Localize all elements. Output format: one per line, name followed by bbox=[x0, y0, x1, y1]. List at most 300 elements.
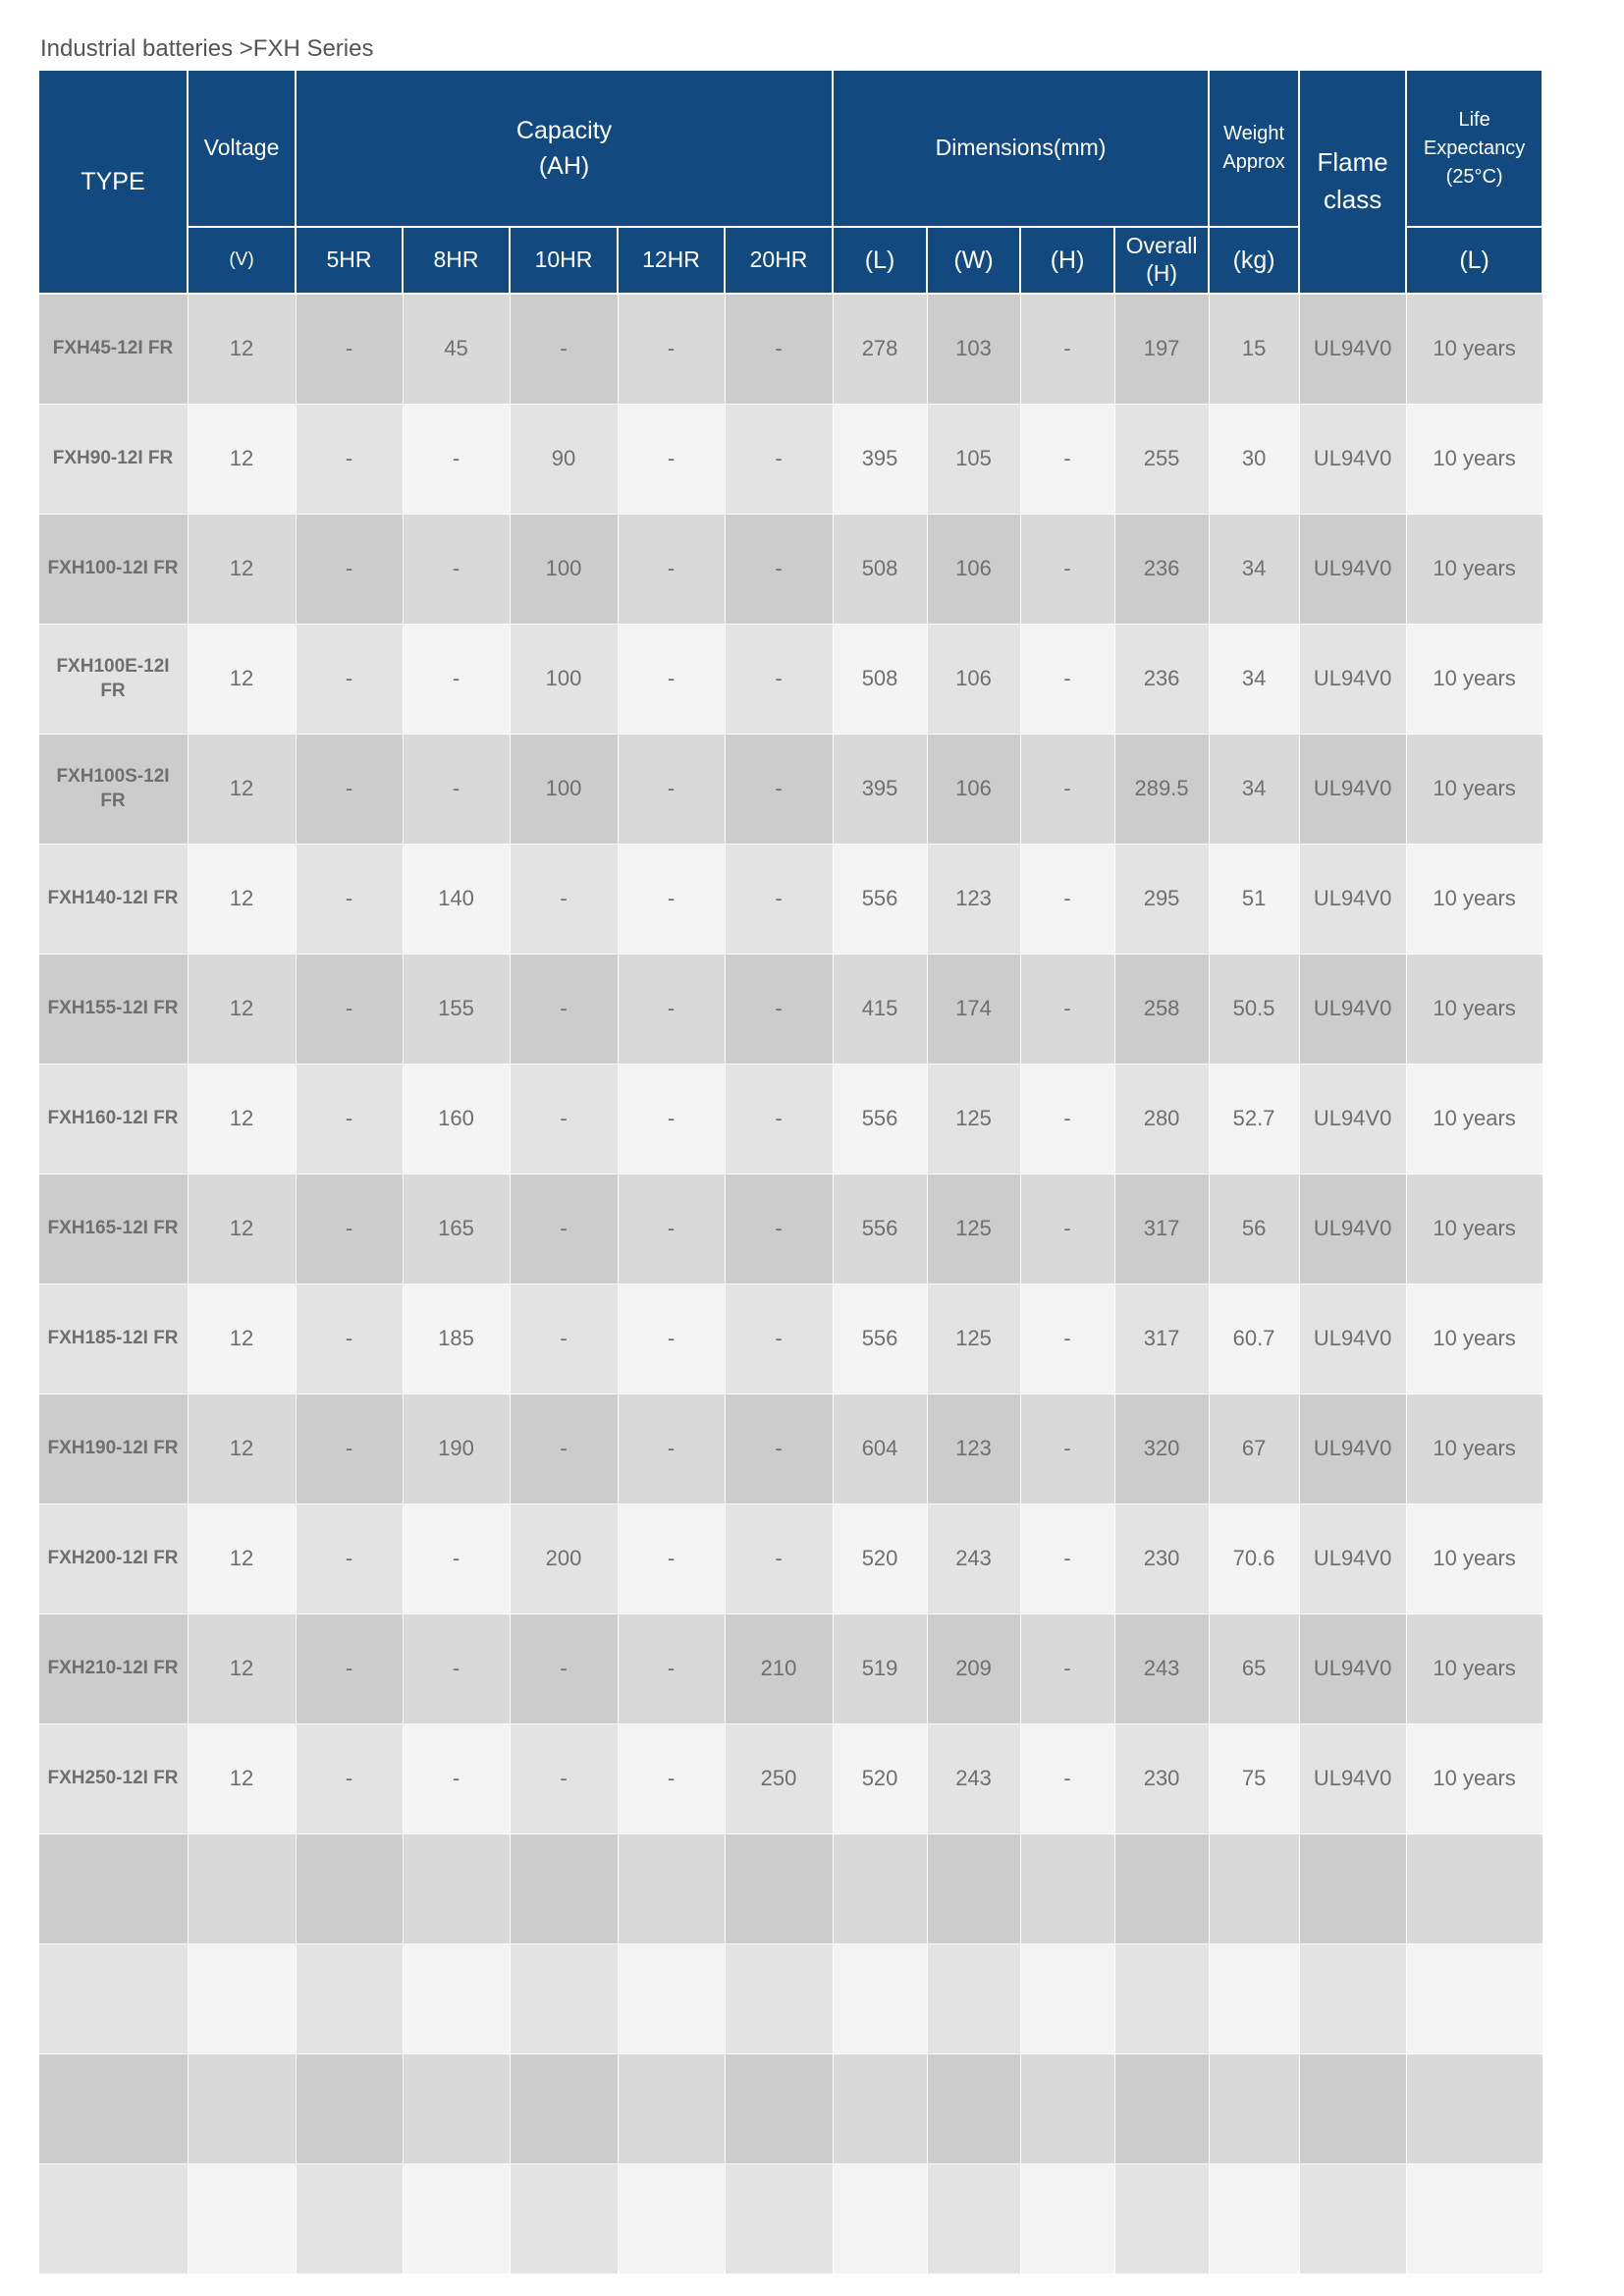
cell-weight: 56 bbox=[1209, 1175, 1299, 1285]
cell-cap-8hr: - bbox=[403, 1614, 510, 1724]
cell-cap-5hr: - bbox=[296, 1724, 403, 1834]
cell-overall-height: 289.5 bbox=[1114, 735, 1209, 845]
cell-cap-10hr: - bbox=[510, 955, 618, 1065]
cell-cap-8hr: - bbox=[403, 625, 510, 735]
cell-overall-height bbox=[1114, 1944, 1209, 2054]
cell-dim-width: 103 bbox=[927, 294, 1020, 405]
cell-cap-20hr bbox=[725, 2054, 833, 2164]
cell-dim-height: - bbox=[1020, 405, 1114, 515]
cell-cap-12hr: - bbox=[618, 1065, 725, 1175]
cell-weight: 30 bbox=[1209, 405, 1299, 515]
cell-cap-12hr bbox=[618, 1944, 725, 2054]
cell-cap-10hr bbox=[510, 2054, 618, 2164]
breadcrumb: Industrial batteries >FXH Series bbox=[40, 35, 374, 62]
cell-cap-20hr: - bbox=[725, 294, 833, 405]
cell-cap-8hr: 160 bbox=[403, 1065, 510, 1175]
cell-cap-8hr: - bbox=[403, 1724, 510, 1834]
cell-life-expectancy: 10 years bbox=[1406, 735, 1543, 845]
cell-weight: 70.6 bbox=[1209, 1504, 1299, 1614]
unit-height: (H) bbox=[1020, 227, 1114, 294]
cell-cap-5hr: - bbox=[296, 1504, 403, 1614]
cell-voltage: 12 bbox=[188, 294, 296, 405]
cell-overall-height: 317 bbox=[1114, 1285, 1209, 1394]
cell-cap-8hr: - bbox=[403, 405, 510, 515]
cell-dim-length: 520 bbox=[833, 1504, 927, 1614]
cell-flame-class: UL94V0 bbox=[1299, 625, 1406, 735]
cell-cap-12hr: - bbox=[618, 955, 725, 1065]
cell-overall-height: 197 bbox=[1114, 294, 1209, 405]
cell-dim-length bbox=[833, 2164, 927, 2274]
cell-dim-length: 556 bbox=[833, 1065, 927, 1175]
cell-dim-height: - bbox=[1020, 1065, 1114, 1175]
cell-dim-length: 508 bbox=[833, 515, 927, 625]
cell-dim-height bbox=[1020, 2054, 1114, 2164]
cell-cap-8hr bbox=[403, 2164, 510, 2274]
cell-dim-height: - bbox=[1020, 1394, 1114, 1504]
cell-cap-8hr: 155 bbox=[403, 955, 510, 1065]
cell-dim-width: 123 bbox=[927, 845, 1020, 955]
cell-flame-class: UL94V0 bbox=[1299, 1394, 1406, 1504]
table-row bbox=[38, 1614, 1543, 1724]
cell-dim-length bbox=[833, 1944, 927, 2054]
cell-dim-length bbox=[833, 2054, 927, 2164]
cell-voltage bbox=[188, 2054, 296, 2164]
battery-spec-table bbox=[37, 69, 1543, 2274]
cell-dim-height bbox=[1020, 2164, 1114, 2274]
cell-type: FXH200-12I FR bbox=[38, 1504, 188, 1614]
cell-voltage: 12 bbox=[188, 1724, 296, 1834]
unit-20hr: 20HR bbox=[725, 227, 833, 294]
cell-type: FXH45-12I FR bbox=[38, 294, 188, 405]
cell-cap-10hr: - bbox=[510, 1175, 618, 1285]
table-row bbox=[38, 2054, 1543, 2164]
cell-weight: 34 bbox=[1209, 515, 1299, 625]
cell-flame-class: UL94V0 bbox=[1299, 294, 1406, 405]
cell-cap-20hr: 250 bbox=[725, 1724, 833, 1834]
cell-cap-12hr: - bbox=[618, 1504, 725, 1614]
cell-overall-height: 230 bbox=[1114, 1724, 1209, 1834]
cell-overall-height: 255 bbox=[1114, 405, 1209, 515]
cell-overall-height: 230 bbox=[1114, 1504, 1209, 1614]
cell-cap-20hr: - bbox=[725, 1065, 833, 1175]
cell-overall-height bbox=[1114, 2054, 1209, 2164]
cell-dim-width: 243 bbox=[927, 1504, 1020, 1614]
table-row bbox=[38, 1504, 1543, 1614]
overall-unit: (H) bbox=[1146, 260, 1178, 286]
col-header-dimensions: Dimensions(mm) bbox=[833, 70, 1209, 227]
cell-voltage: 12 bbox=[188, 1504, 296, 1614]
cell-dim-height: - bbox=[1020, 1724, 1114, 1834]
table-row bbox=[38, 1834, 1543, 1944]
cell-cap-5hr: - bbox=[296, 625, 403, 735]
cell-weight: 15 bbox=[1209, 294, 1299, 405]
cell-dim-width: 106 bbox=[927, 625, 1020, 735]
cell-type: FXH165-12I FR bbox=[38, 1175, 188, 1285]
cell-cap-10hr: 200 bbox=[510, 1504, 618, 1614]
cell-cap-20hr bbox=[725, 1834, 833, 1944]
cell-cap-5hr bbox=[296, 1834, 403, 1944]
cell-cap-12hr bbox=[618, 1834, 725, 1944]
cell-overall-height: 280 bbox=[1114, 1065, 1209, 1175]
cell-type: FXH90-12I FR bbox=[38, 405, 188, 515]
cell-cap-5hr: - bbox=[296, 405, 403, 515]
cell-cap-20hr: - bbox=[725, 405, 833, 515]
cell-cap-20hr: - bbox=[725, 1394, 833, 1504]
header-row-main bbox=[38, 70, 1543, 227]
flame-subtitle: class bbox=[1323, 185, 1382, 214]
cell-life-expectancy: 10 years bbox=[1406, 625, 1543, 735]
unit-12hr: 12HR bbox=[618, 227, 725, 294]
col-header-flame-class bbox=[1299, 70, 1406, 294]
cell-dim-width bbox=[927, 2164, 1020, 2274]
cell-flame-class bbox=[1299, 1834, 1406, 1944]
cell-dim-width: 174 bbox=[927, 955, 1020, 1065]
cell-dim-height: - bbox=[1020, 845, 1114, 955]
cell-flame-class: UL94V0 bbox=[1299, 1285, 1406, 1394]
cell-cap-8hr: - bbox=[403, 1504, 510, 1614]
cell-cap-10hr: 100 bbox=[510, 625, 618, 735]
weight-title: Weight bbox=[1223, 123, 1285, 144]
flame-title: Flame bbox=[1317, 147, 1388, 178]
cell-life-expectancy: 10 years bbox=[1406, 1504, 1543, 1614]
cell-dim-length: 556 bbox=[833, 1175, 927, 1285]
cell-flame-class: UL94V0 bbox=[1299, 515, 1406, 625]
cell-overall-height: 236 bbox=[1114, 515, 1209, 625]
cell-life-expectancy: 10 years bbox=[1406, 1175, 1543, 1285]
cell-flame-class: UL94V0 bbox=[1299, 1724, 1406, 1834]
cell-voltage: 12 bbox=[188, 1614, 296, 1724]
cell-dim-height: - bbox=[1020, 955, 1114, 1065]
unit-voltage: (V) bbox=[188, 227, 296, 294]
cell-voltage: 12 bbox=[188, 955, 296, 1065]
cell-type bbox=[38, 2054, 188, 2164]
cell-cap-5hr: - bbox=[296, 735, 403, 845]
cell-cap-5hr: - bbox=[296, 845, 403, 955]
cell-cap-20hr bbox=[725, 1944, 833, 2054]
cell-cap-12hr: - bbox=[618, 1724, 725, 1834]
cell-life-expectancy bbox=[1406, 2164, 1543, 2274]
cell-weight: 34 bbox=[1209, 735, 1299, 845]
cell-overall-height: 317 bbox=[1114, 1175, 1209, 1285]
cell-flame-class: UL94V0 bbox=[1299, 1065, 1406, 1175]
table-row bbox=[38, 625, 1543, 735]
cell-dim-height: - bbox=[1020, 515, 1114, 625]
cell-dim-height bbox=[1020, 1944, 1114, 2054]
cell-type: FXH155-12I FR bbox=[38, 955, 188, 1065]
col-header-life-expectancy bbox=[1406, 70, 1543, 227]
cell-flame-class: UL94V0 bbox=[1299, 1504, 1406, 1614]
cell-cap-5hr: - bbox=[296, 515, 403, 625]
cell-cap-10hr bbox=[510, 1944, 618, 2054]
cell-voltage: 12 bbox=[188, 1065, 296, 1175]
cell-dim-length: 604 bbox=[833, 1394, 927, 1504]
cell-dim-width: 243 bbox=[927, 1724, 1020, 1834]
cell-dim-length: 556 bbox=[833, 1285, 927, 1394]
cell-cap-5hr: - bbox=[296, 955, 403, 1065]
cell-cap-20hr: - bbox=[725, 735, 833, 845]
cell-cap-20hr: - bbox=[725, 625, 833, 735]
cell-type: FXH190-12I FR bbox=[38, 1394, 188, 1504]
overall-title: Overall bbox=[1125, 233, 1198, 259]
cell-type bbox=[38, 1944, 188, 2054]
capacity-unit: (AH) bbox=[538, 152, 590, 180]
cell-life-expectancy: 10 years bbox=[1406, 1724, 1543, 1834]
cell-life-expectancy: 10 years bbox=[1406, 515, 1543, 625]
cell-type bbox=[38, 2164, 188, 2274]
cell-life-expectancy: 10 years bbox=[1406, 955, 1543, 1065]
weight-subtitle: Approx bbox=[1222, 151, 1285, 173]
unit-width: (W) bbox=[927, 227, 1020, 294]
cell-cap-8hr: 190 bbox=[403, 1394, 510, 1504]
cell-cap-12hr: - bbox=[618, 735, 725, 845]
cell-cap-12hr: - bbox=[618, 1285, 725, 1394]
cell-type: FXH185-12I FR bbox=[38, 1285, 188, 1394]
cell-dim-height: - bbox=[1020, 1504, 1114, 1614]
life-subtitle: Expectancy bbox=[1423, 137, 1526, 159]
cell-cap-12hr: - bbox=[618, 625, 725, 735]
table-row bbox=[38, 955, 1543, 1065]
cell-flame-class bbox=[1299, 1944, 1406, 2054]
table-row bbox=[38, 845, 1543, 955]
cell-voltage: 12 bbox=[188, 405, 296, 515]
cell-dim-length: 278 bbox=[833, 294, 927, 405]
cell-flame-class bbox=[1299, 2164, 1406, 2274]
cell-cap-10hr: 100 bbox=[510, 515, 618, 625]
cell-voltage: 12 bbox=[188, 515, 296, 625]
cell-cap-5hr: - bbox=[296, 1285, 403, 1394]
cell-flame-class: UL94V0 bbox=[1299, 1175, 1406, 1285]
cell-weight: 52.7 bbox=[1209, 1065, 1299, 1175]
unit-5hr: 5HR bbox=[296, 227, 403, 294]
cell-overall-height: 320 bbox=[1114, 1394, 1209, 1504]
cell-cap-12hr: - bbox=[618, 1614, 725, 1724]
cell-dim-height: - bbox=[1020, 1285, 1114, 1394]
cell-type: FXH250-12I FR bbox=[38, 1724, 188, 1834]
table-row bbox=[38, 1175, 1543, 1285]
cell-cap-10hr: 100 bbox=[510, 735, 618, 845]
cell-weight: 65 bbox=[1209, 1614, 1299, 1724]
cell-cap-10hr: - bbox=[510, 1285, 618, 1394]
cell-weight: 67 bbox=[1209, 1394, 1299, 1504]
cell-cap-5hr: - bbox=[296, 1175, 403, 1285]
cell-cap-5hr bbox=[296, 1944, 403, 2054]
table-row bbox=[38, 1065, 1543, 1175]
cell-flame-class: UL94V0 bbox=[1299, 735, 1406, 845]
cell-life-expectancy: 10 years bbox=[1406, 1614, 1543, 1724]
cell-dim-width: 123 bbox=[927, 1394, 1020, 1504]
cell-flame-class: UL94V0 bbox=[1299, 405, 1406, 515]
cell-weight: 34 bbox=[1209, 625, 1299, 735]
cell-overall-height: 295 bbox=[1114, 845, 1209, 955]
cell-cap-12hr: - bbox=[618, 405, 725, 515]
cell-type: FXH100E-12I FR bbox=[38, 625, 188, 735]
life-temperature: (25°C) bbox=[1445, 165, 1503, 188]
cell-weight bbox=[1209, 1834, 1299, 1944]
cell-type: FXH100-12I FR bbox=[38, 515, 188, 625]
table-row bbox=[38, 405, 1543, 515]
cell-voltage: 12 bbox=[188, 1394, 296, 1504]
cell-cap-12hr bbox=[618, 2054, 725, 2164]
cell-cap-12hr bbox=[618, 2164, 725, 2274]
cell-cap-10hr: 90 bbox=[510, 405, 618, 515]
cell-dim-height: - bbox=[1020, 1175, 1114, 1285]
cell-life-expectancy: 10 years bbox=[1406, 1394, 1543, 1504]
cell-cap-10hr: - bbox=[510, 1724, 618, 1834]
cell-cap-8hr: 185 bbox=[403, 1285, 510, 1394]
cell-dim-width: 106 bbox=[927, 735, 1020, 845]
cell-dim-length: 508 bbox=[833, 625, 927, 735]
cell-life-expectancy: 10 years bbox=[1406, 845, 1543, 955]
cell-dim-height bbox=[1020, 1834, 1114, 1944]
cell-weight: 75 bbox=[1209, 1724, 1299, 1834]
table-body bbox=[38, 294, 1543, 2274]
cell-overall-height bbox=[1114, 2164, 1209, 2274]
table-row bbox=[38, 735, 1543, 845]
cell-cap-10hr: - bbox=[510, 1065, 618, 1175]
unit-overall-height bbox=[1114, 227, 1209, 294]
cell-weight: 60.7 bbox=[1209, 1285, 1299, 1394]
cell-flame-class bbox=[1299, 2054, 1406, 2164]
cell-cap-12hr: - bbox=[618, 294, 725, 405]
cell-life-expectancy: 10 years bbox=[1406, 1065, 1543, 1175]
cell-flame-class: UL94V0 bbox=[1299, 955, 1406, 1065]
cell-dim-height: - bbox=[1020, 294, 1114, 405]
cell-cap-5hr: - bbox=[296, 1394, 403, 1504]
col-header-capacity bbox=[296, 70, 833, 227]
cell-cap-5hr: - bbox=[296, 1614, 403, 1724]
cell-cap-8hr: - bbox=[403, 735, 510, 845]
cell-type: FXH140-12I FR bbox=[38, 845, 188, 955]
cell-cap-8hr bbox=[403, 2054, 510, 2164]
col-header-weight bbox=[1209, 70, 1299, 227]
table-row bbox=[38, 2164, 1543, 2274]
cell-life-expectancy bbox=[1406, 2054, 1543, 2164]
cell-life-expectancy bbox=[1406, 1944, 1543, 2054]
cell-dim-length: 395 bbox=[833, 405, 927, 515]
cell-cap-20hr bbox=[725, 2164, 833, 2274]
unit-life: (L) bbox=[1406, 227, 1543, 294]
table-row bbox=[38, 1944, 1543, 2054]
cell-dim-width: 125 bbox=[927, 1065, 1020, 1175]
cell-life-expectancy: 10 years bbox=[1406, 405, 1543, 515]
cell-cap-8hr bbox=[403, 1944, 510, 2054]
cell-dim-length: 415 bbox=[833, 955, 927, 1065]
cell-cap-5hr: - bbox=[296, 294, 403, 405]
cell-weight bbox=[1209, 2164, 1299, 2274]
cell-flame-class: UL94V0 bbox=[1299, 845, 1406, 955]
cell-overall-height: 243 bbox=[1114, 1614, 1209, 1724]
cell-dim-length: 520 bbox=[833, 1724, 927, 1834]
cell-flame-class: UL94V0 bbox=[1299, 1614, 1406, 1724]
cell-cap-12hr: - bbox=[618, 1175, 725, 1285]
cell-voltage: 12 bbox=[188, 625, 296, 735]
cell-cap-12hr: - bbox=[618, 515, 725, 625]
cell-voltage bbox=[188, 1834, 296, 1944]
cell-cap-20hr: 210 bbox=[725, 1614, 833, 1724]
cell-cap-12hr: - bbox=[618, 845, 725, 955]
table-row bbox=[38, 515, 1543, 625]
cell-type: FXH160-12I FR bbox=[38, 1065, 188, 1175]
cell-cap-10hr: - bbox=[510, 1394, 618, 1504]
cell-dim-width: 106 bbox=[927, 515, 1020, 625]
table-row bbox=[38, 1285, 1543, 1394]
cell-weight bbox=[1209, 1944, 1299, 2054]
cell-cap-8hr bbox=[403, 1834, 510, 1944]
cell-type: FXH210-12I FR bbox=[38, 1614, 188, 1724]
col-header-voltage: Voltage bbox=[188, 70, 296, 227]
cell-overall-height bbox=[1114, 1834, 1209, 1944]
cell-dim-width: 125 bbox=[927, 1285, 1020, 1394]
life-title: Life bbox=[1458, 108, 1490, 131]
cell-cap-20hr: - bbox=[725, 1175, 833, 1285]
cell-cap-20hr: - bbox=[725, 1285, 833, 1394]
cell-overall-height: 258 bbox=[1114, 955, 1209, 1065]
cell-type: FXH100S-12I FR bbox=[38, 735, 188, 845]
cell-dim-width bbox=[927, 1834, 1020, 1944]
cell-dim-length: 395 bbox=[833, 735, 927, 845]
cell-dim-width: 209 bbox=[927, 1614, 1020, 1724]
cell-cap-20hr: - bbox=[725, 515, 833, 625]
cell-overall-height: 236 bbox=[1114, 625, 1209, 735]
cell-cap-12hr: - bbox=[618, 1394, 725, 1504]
cell-type bbox=[38, 1834, 188, 1944]
unit-weight: (kg) bbox=[1209, 227, 1299, 294]
capacity-title: Capacity bbox=[515, 116, 613, 144]
cell-cap-20hr: - bbox=[725, 955, 833, 1065]
cell-dim-width bbox=[927, 1944, 1020, 2054]
cell-weight bbox=[1209, 2054, 1299, 2164]
cell-life-expectancy: 10 years bbox=[1406, 294, 1543, 405]
cell-dim-height: - bbox=[1020, 735, 1114, 845]
cell-cap-5hr: - bbox=[296, 1065, 403, 1175]
cell-cap-20hr: - bbox=[725, 845, 833, 955]
cell-cap-8hr: 45 bbox=[403, 294, 510, 405]
table-row bbox=[38, 1724, 1543, 1834]
cell-cap-5hr bbox=[296, 2054, 403, 2164]
cell-dim-length: 556 bbox=[833, 845, 927, 955]
cell-dim-length: 519 bbox=[833, 1614, 927, 1724]
cell-cap-10hr: - bbox=[510, 845, 618, 955]
cell-life-expectancy: 10 years bbox=[1406, 1285, 1543, 1394]
cell-dim-width bbox=[927, 2054, 1020, 2164]
cell-cap-20hr: - bbox=[725, 1504, 833, 1614]
cell-weight: 50.5 bbox=[1209, 955, 1299, 1065]
table-row bbox=[38, 1394, 1543, 1504]
cell-cap-8hr: - bbox=[403, 515, 510, 625]
cell-dim-width: 105 bbox=[927, 405, 1020, 515]
unit-8hr: 8HR bbox=[403, 227, 510, 294]
cell-dim-width: 125 bbox=[927, 1175, 1020, 1285]
col-header-type: TYPE bbox=[38, 70, 188, 294]
cell-life-expectancy bbox=[1406, 1834, 1543, 1944]
unit-length: (L) bbox=[833, 227, 927, 294]
cell-voltage: 12 bbox=[188, 1285, 296, 1394]
unit-10hr: 10HR bbox=[510, 227, 618, 294]
cell-cap-10hr bbox=[510, 1834, 618, 1944]
cell-cap-10hr: - bbox=[510, 294, 618, 405]
cell-cap-8hr: 140 bbox=[403, 845, 510, 955]
cell-voltage: 12 bbox=[188, 845, 296, 955]
cell-voltage bbox=[188, 2164, 296, 2274]
cell-cap-5hr bbox=[296, 2164, 403, 2274]
cell-dim-length bbox=[833, 1834, 927, 1944]
table-header bbox=[38, 70, 1543, 294]
cell-cap-10hr: - bbox=[510, 1614, 618, 1724]
table-row bbox=[38, 294, 1543, 405]
cell-cap-10hr bbox=[510, 2164, 618, 2274]
cell-voltage bbox=[188, 1944, 296, 2054]
cell-voltage: 12 bbox=[188, 1175, 296, 1285]
